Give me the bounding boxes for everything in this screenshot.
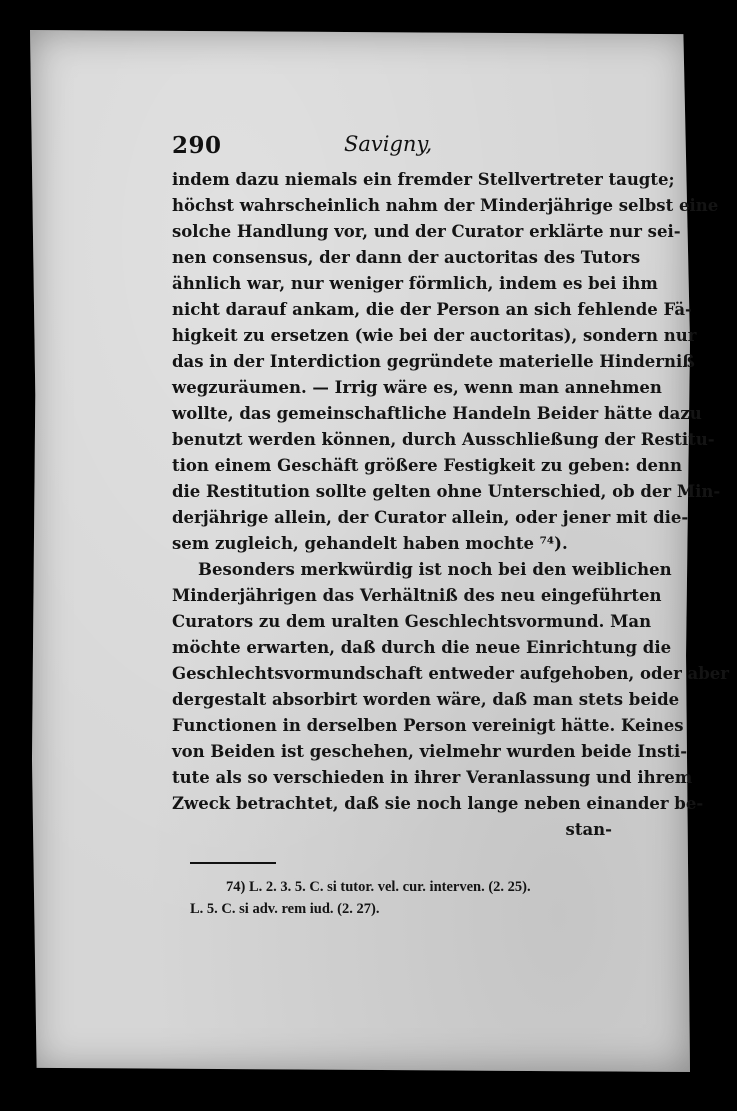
- text-line: höchst wahrscheinlich nahm der Minderjährige selbst eine: [172, 196, 719, 215]
- paragraph-first-line: Besonders merkwürdig ist noch bei den weiblichen: [198, 560, 672, 579]
- text-line: nen consensus, der dann der auctoritas des Tutors: [172, 248, 641, 267]
- footnotes: [190, 876, 610, 920]
- page-header: [172, 128, 612, 162]
- body-text: [172, 167, 729, 843]
- text-line: Geschlechtsvormundschaft entweder aufgehoben, oder aber: [172, 664, 729, 683]
- catchword: stan-: [565, 820, 612, 839]
- text-line: higkeit zu ersetzen (wie bei der auctoritas), sondern nur: [172, 326, 697, 345]
- text-line: Functionen in derselben Person vereinigt hätte. Keines: [172, 716, 684, 735]
- text-line: von Beiden ist geschehen, vielmehr wurden beide Insti-: [172, 742, 688, 761]
- text-line: wollte, das gemeinschaftliche Handeln Beider hätte dazu: [172, 404, 702, 423]
- text-line: nicht darauf ankam, die der Person an sich fehlende Fä-: [172, 300, 692, 319]
- text-line: benutzt werden können, durch Ausschließung der Restitu-: [172, 430, 715, 449]
- text-line: tion einem Geschäft größere Festigkeit zu geben: denn: [172, 456, 683, 475]
- text-line: das in der Interdiction gegründete materielle Hinderniß: [172, 352, 695, 371]
- footnote-line: L. 5. C. si adv. rem iud. (2. 27).: [190, 901, 380, 917]
- text-line: die Restitution sollte gelten ohne Unterschied, ob der Min-: [172, 482, 721, 501]
- text-line: indem dazu niemals ein fremder Stellvertreter taugte;: [172, 170, 675, 189]
- footnote-line: 74) L. 2. 3. 5. C. si tutor. vel. cur. interven. (2. 25).: [226, 879, 531, 895]
- text-line: tute als so verschieden in ihrer Veranlassung und ihrem: [172, 768, 693, 787]
- text-line: Curators zu dem uralten Geschlechtsvormund. Man: [172, 612, 652, 631]
- text-line: möchte erwarten, daß durch die neue Einrichtung die: [172, 638, 672, 657]
- text-line: sem zugleich, gehandelt haben mochte ⁷⁴).: [172, 534, 568, 553]
- text-line: dergestalt absorbirt worden wäre, daß man stets beide: [172, 690, 680, 709]
- text-line: wegzuräumen. — Irrig wäre es, wenn man annehmen: [172, 378, 662, 397]
- running-head: Savigny,: [344, 132, 433, 156]
- page-number: 290: [172, 132, 222, 159]
- text-line: Zweck betrachtet, daß sie noch lange neben einander be-: [172, 794, 704, 813]
- text-line: solche Handlung vor, und der Curator erklärte nur sei-: [172, 222, 681, 241]
- footnote-rule: [190, 862, 276, 864]
- text-line: Minderjährigen das Verhältniß des neu eingeführten: [172, 586, 662, 605]
- text-line: derjährige allein, der Curator allein, oder jener mit die-: [172, 508, 689, 527]
- text-line: ähnlich war, nur weniger förmlich, indem es bei ihm: [172, 274, 658, 293]
